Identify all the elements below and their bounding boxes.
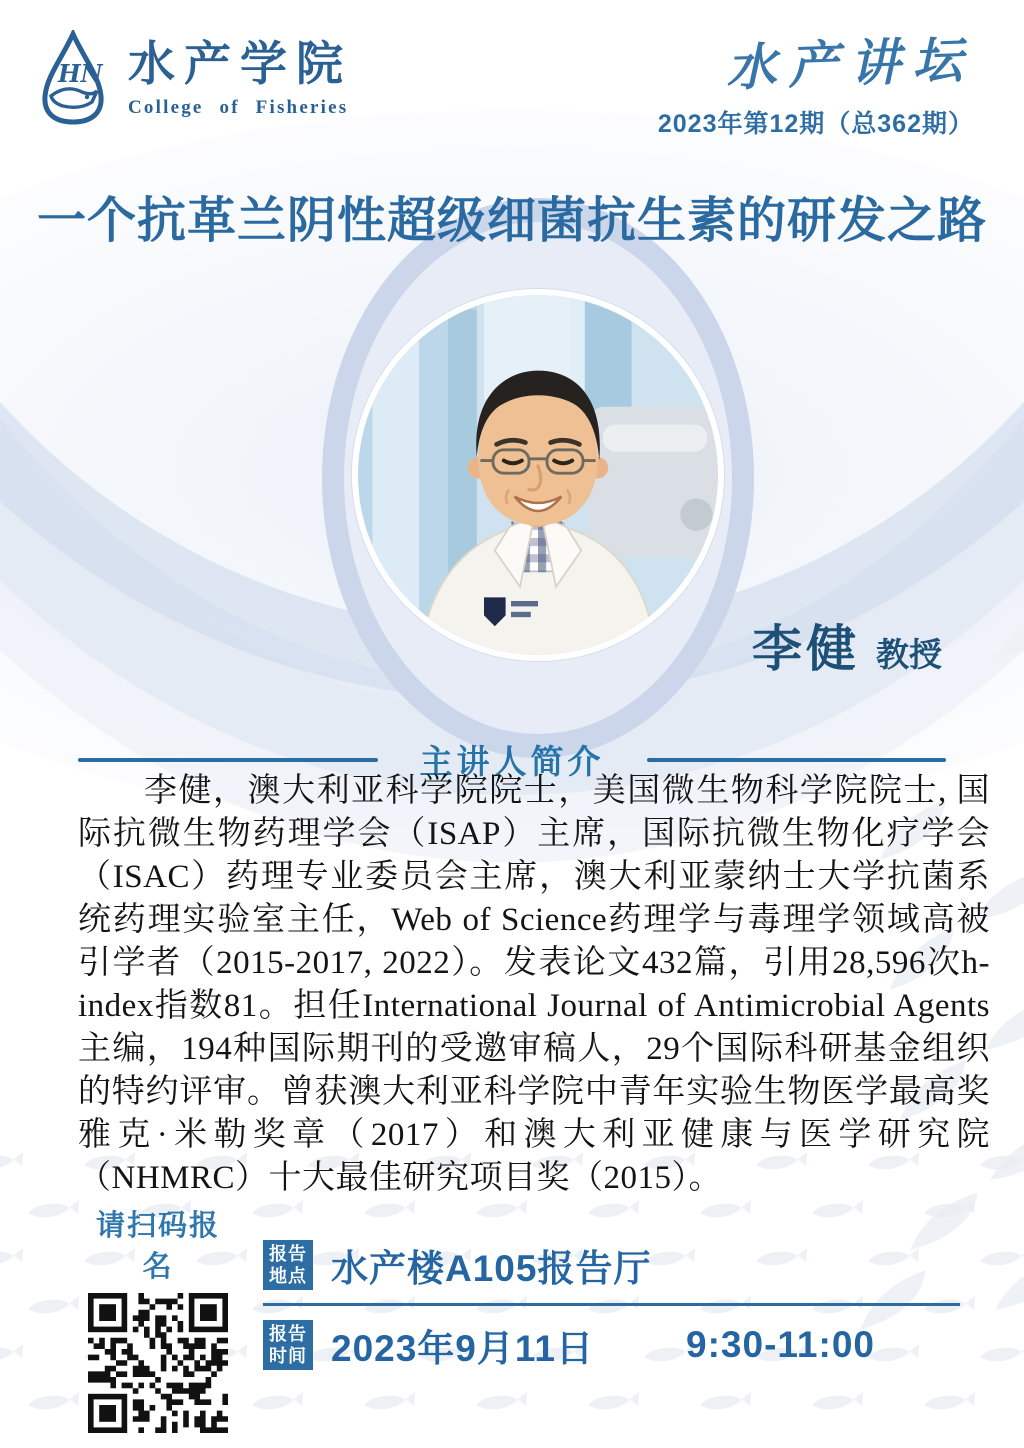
- forum-block: [658, 24, 974, 140]
- registration-block: [82, 1203, 234, 1438]
- speaker-bio-text: 李健，澳大利亚科学院院士，美国微生物科学院院士, 国际抗微生物药理学会（ISAP）主席，国际抗微生物化疗学会（ISAC）药理专业委员会主席，澳大利亚蒙纳士大学抗菌系统药理实验室主任，Web of Science药理学与毒理学领域高被引学者（2015-2017, 2022）。发表论文432篇，引用28,596次h-index指数81。担任International Journal of Antimicrobial Agents主编，194种国际期刊的受邀审稿人，29个国际科研基金组织的特约评审。曾获澳大利亚科学院中青年实验生物医学最高奖雅克·米勒奖章（2017）和澳大利亚健康与医学研究院（NHMRC）十大最佳研究项目奖（2015）。: [78, 773, 990, 1196]
- forum-issue: 2023年第12期（总362期）: [657, 110, 974, 138]
- svg-text:HN: HN: [58, 59, 103, 88]
- location-badge-line2: 地点: [269, 1266, 307, 1286]
- college-name-en: College of Fisheries: [128, 96, 349, 118]
- location-badge-line1: 报告: [269, 1244, 307, 1264]
- event-location: 水产楼A105报告厅: [331, 1248, 652, 1289]
- forum-name: 水产讲坛: [725, 29, 976, 98]
- scan-prompt: 请扫码报名: [95, 1210, 220, 1283]
- section-heading: 主讲人简介: [419, 743, 605, 780]
- college-crest-icon: [38, 30, 108, 126]
- heading-rule-right: [647, 758, 947, 762]
- time-row: [263, 1320, 963, 1370]
- lecture-title: 一个抗革兰阴性超级细菌抗生素的研发之路: [36, 194, 987, 248]
- event-time: 9:30-11:00: [686, 1324, 875, 1365]
- speaker-degree: 教授: [876, 636, 942, 673]
- time-badge-line2: 时间: [269, 1346, 307, 1366]
- college-name-cn: 水产学院: [128, 37, 352, 90]
- speaker-bio: [78, 770, 990, 1200]
- registration-qr-code: [88, 1293, 228, 1433]
- time-badge-line1: 报告: [269, 1324, 307, 1344]
- heading-rule-left: [78, 758, 378, 762]
- event-info-block: [263, 1240, 963, 1370]
- speaker-photo: [352, 289, 724, 661]
- speaker-name: 李健: [752, 621, 860, 677]
- event-date: 2023年9月11日: [331, 1328, 595, 1369]
- location-row: [263, 1240, 963, 1290]
- location-badge: [263, 1240, 313, 1290]
- time-badge: [263, 1320, 313, 1370]
- college-logo-block: [38, 30, 352, 126]
- speaker-name-row: [752, 621, 942, 677]
- info-divider: [263, 1303, 960, 1306]
